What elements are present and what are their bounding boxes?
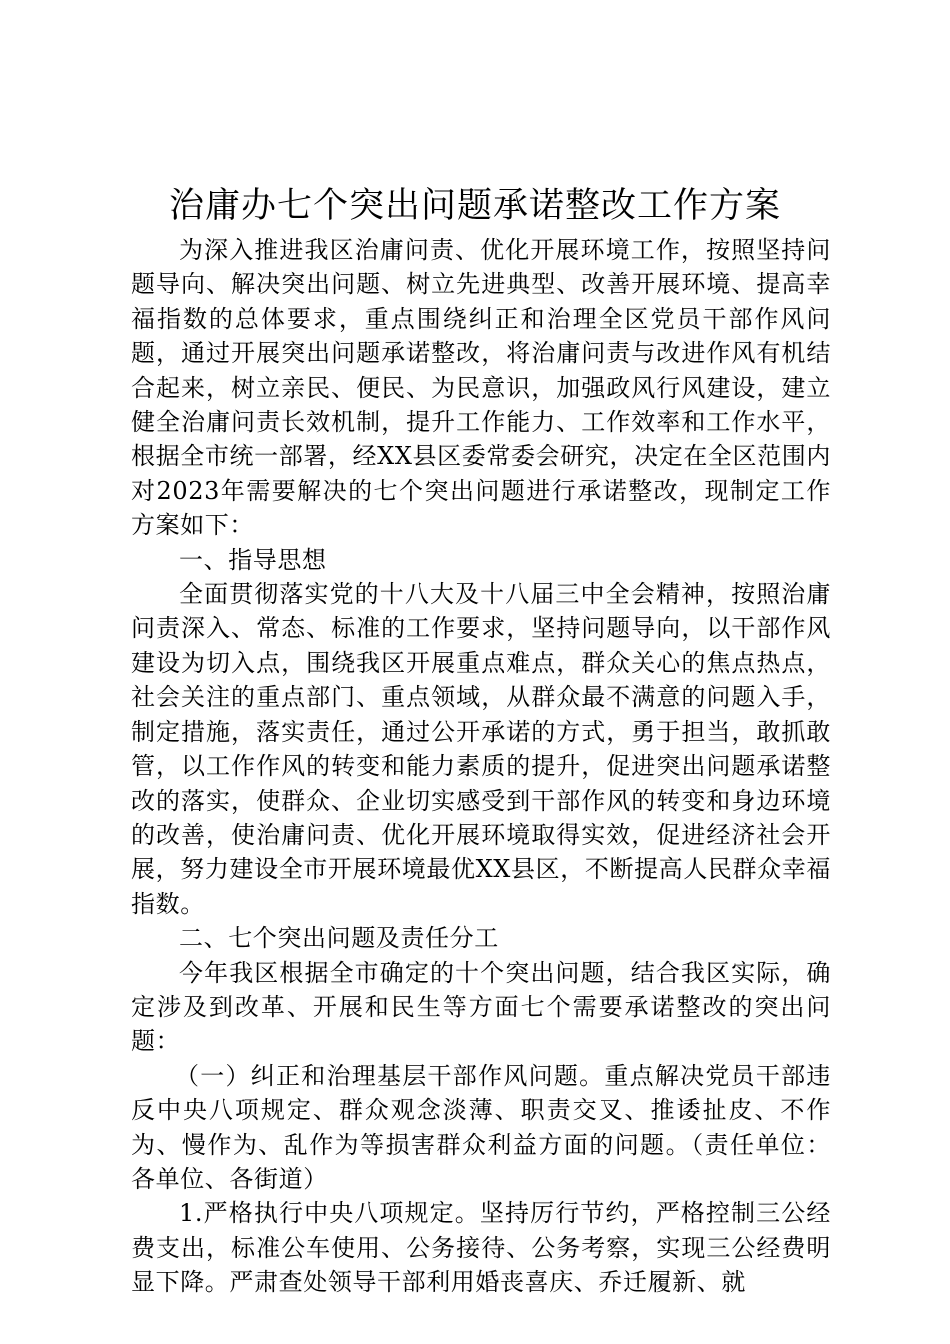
item-one-paragraph: 1.严格执行中央八项规定。坚持厉行节约，严格控制三公经费支出，标准公车使用、公务接待、公务考察，实现三公经费明显下降。严肃查处领导干部利用婚丧喜庆、乔迁履新、就 bbox=[131, 1199, 831, 1297]
section-heading-seven-problems: 二、七个突出问题及责任分工 bbox=[179, 924, 499, 953]
seven-problems-intro-paragraph: 今年我区根据全市确定的十个突出问题，结合我区实际，确定涉及到改革、开展和民生等方面七个需要承诺整改的突出问题： bbox=[131, 958, 831, 1056]
guiding-thought-paragraph: 全面贯彻落实党的十八大及十八届三中全会精神，按照治庸问责深入、常态、标准的工作要求，坚持问题导向，以干部作风建设为切入点，围绕我区开展重点难点，群众关心的焦点热点，社会关注的重点部门、重点领域，从群众最不满意的问题入手，制定措施，落实责任，通过公开承诺的方式，勇于担当，敢抓敢管，以工作作风的转变和能力素质的提升，促进突出问题承诺整改的落实，使群众、企业切实感受到干部作风的转变和身边环境的改善，使治庸问责、优化开展环境取得实效，促进经济社会开展，努力建设全市开展环境最优XX县区，不断提高人民群众幸福指数。 bbox=[131, 580, 831, 918]
subsection-one-paragraph: （一）纠正和治理基层干部作风问题。重点解决党员干部违反中央八项规定、群众观念淡薄、职责交叉、推诿扯皮、不作为、慢作为、乱作为等损害群众利益方面的问题。（责任单位：各单位、各街道） bbox=[131, 1061, 831, 1193]
document-body bbox=[131, 233, 831, 1300]
document-title: 治庸办七个突出问题承诺整改工作方案 bbox=[168, 186, 781, 226]
intro-paragraph: 为深入推进我区治庸问责、优化开展环境工作，按照坚持问题导向、解决突出问题、树立先进典型、改善开展环境、提高幸福指数的总体要求，重点围绕纠正和治理全区党员干部作风问题，通过开展突出问题承诺整改，将治庸问责与改进作风有机结合起来，树立亲民、便民、为民意识，加强政风行风建设，建立健全治庸问责长效机制，提升工作能力、工作效率和工作水平，根据全市统一部署，经XX县区委常委会研究，决定在全区范围内对2023年需要解决的七个突出问题进行承诺整改，现制定工作方案如下： bbox=[131, 236, 831, 540]
section-heading-guiding-thought: 一、指导思想 bbox=[179, 545, 327, 574]
